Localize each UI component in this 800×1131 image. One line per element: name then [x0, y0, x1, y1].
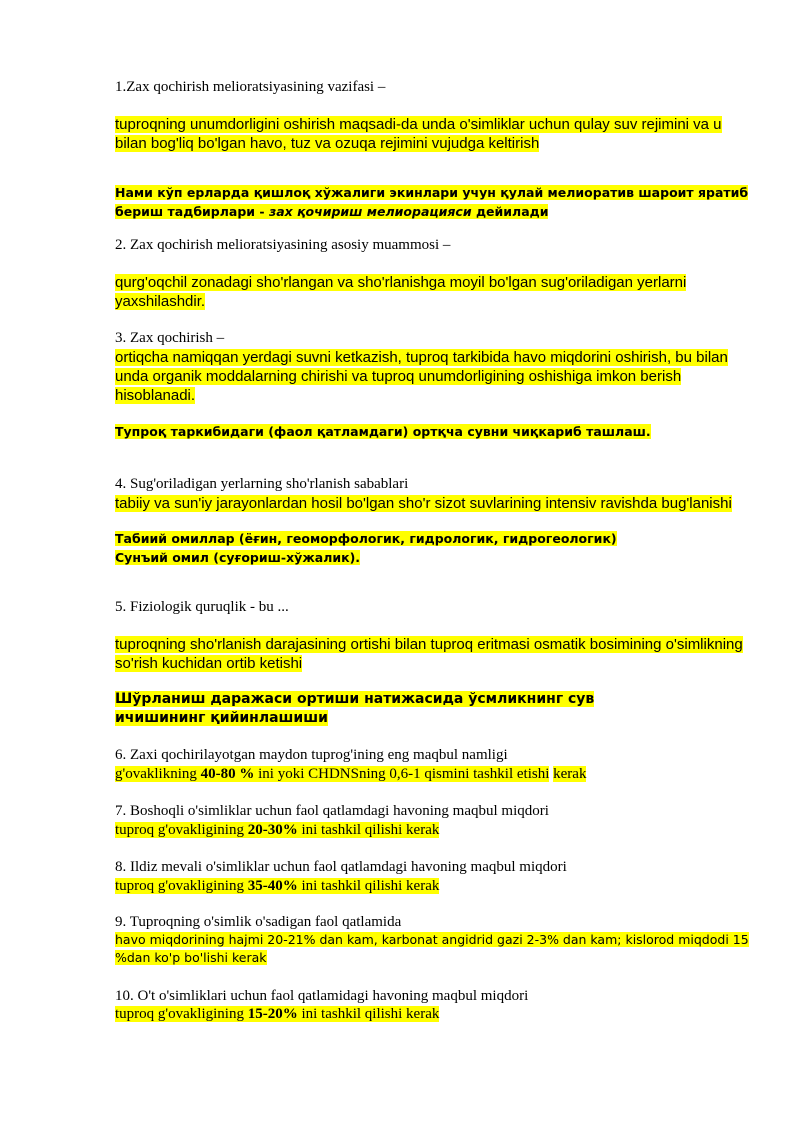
answer-text-post: ini tashkil qilishi kerak — [297, 878, 440, 894]
answer-text: havo miqdorining hajmi 20-21% dan kam, karbonat angidrid gazi 2-3% dan kam; kislorod miqdodi 15 %dan ko'p bo'lishi kerak — [115, 932, 749, 965]
question-6 — [115, 746, 755, 765]
answer-9 — [115, 931, 755, 967]
answer-8 — [115, 877, 755, 896]
question-8 — [115, 858, 755, 877]
answer-text-tail: kerak — [553, 766, 587, 782]
question-2 — [115, 236, 755, 255]
question-text: 4. Sug'oriladigan yerlarning sho'rlanish sabablari — [115, 476, 409, 492]
answer-text-pre: g'ovaklikning — [115, 766, 201, 782]
question-text: 9. Tuproqning o'simlik o'sadigan faol qatlamida — [115, 914, 402, 930]
note-text-1: Табиий омиллар (ёғин, геоморфологик, гидрологик, гидрогеологик) — [115, 531, 617, 546]
question-text: 3. Zax qochirish – — [115, 330, 225, 346]
answer-text: tuproqning sho'rlanish darajasining ortishi bilan tuproq eritmasi osmatik bosimining o'simlikning so'rish kuchidan ortib ketishi — [115, 636, 743, 672]
question-text: 7. Boshoqli o'simliklar uchun faol qatlamdagi havoning maqbul miqdori — [115, 803, 549, 819]
question-7 — [115, 802, 755, 821]
answer-1 — [115, 115, 755, 153]
answer-4 — [115, 494, 755, 513]
answer-text-pre: tuproq g'ovakligining — [115, 878, 248, 894]
note-text-3: дейилади — [471, 204, 549, 219]
note-text: Тупроқ таркибидаги (фаол қатламдаги) ортқча сувни чиқкариб ташлаш. — [115, 424, 651, 439]
answer-value: 40-80 % — [200, 766, 255, 782]
answer-text: tabiiy va sun'iy jarayonlardan hosil bo'lgan sho'r sizot suvlarining intensiv ravishda bug'lanishi — [115, 495, 732, 512]
answer-6 — [115, 765, 755, 784]
question-text: 2. Zax qochirish melioratsiyasining asosiy muammosi – — [115, 237, 451, 253]
answer-3 — [115, 348, 755, 405]
answer-10 — [115, 1005, 755, 1024]
answer-text: qurg'oqchil zonadagi sho'rlangan va sho'rlanishga moyil bo'lgan sug'oriladigan yerlarni yaxshilashdir. — [115, 274, 687, 310]
answer-value: 20-30% — [247, 822, 298, 838]
note-text: Шўрланиш даражаси ортиши натижасида ўсмликнинг сув ичишининг қийинлашиши — [115, 691, 595, 726]
question-3 — [115, 329, 755, 348]
answer-text-pre: tuproq g'ovakligining — [115, 1006, 248, 1022]
answer-value: 15-20% — [247, 1006, 298, 1022]
answer-text-post: ini yoki CHDNSning 0,6-1 qismini tashkil etishi — [254, 766, 550, 782]
question-9 — [115, 913, 755, 932]
note-text-1: Нами кўп ерларда қишлоқ хўжалиги экинлари учун қулай мелиоратив шароит яратиб бериш тадбирлари - — [115, 185, 749, 219]
question-10 — [115, 987, 755, 1006]
question-text: 10. O't o'simliklari uchun faol qatlamidagi havoning maqbul miqdori — [115, 988, 529, 1004]
answer-value: 35-40% — [247, 878, 298, 894]
answer-text-pre: tuproq g'ovakligining — [115, 822, 248, 838]
question-5 — [115, 598, 755, 617]
question-text: 5. Fiziologik quruqlik - bu ... — [115, 599, 289, 615]
question-text: 6. Zaxi qochirilayotgan maydon tuprog'ining eng maqbul namligi — [115, 747, 508, 763]
note-3 — [115, 422, 755, 441]
answer-text-post: ini tashkil qilishi kerak — [297, 822, 440, 838]
question-1 — [115, 78, 755, 97]
answer-text: ortiqcha namiqqan yerdagi suvni ketkazish, tuproq tarkibida havo miqdorini oshirish, bu bilan unda organik moddalarning chirishi va tuproq unumdorligining oshishiga imkon berish hisoblanadi. — [115, 349, 728, 404]
note-text-2: Сунъий омил (суғориш-хўжалик). — [115, 550, 361, 565]
question-4 — [115, 475, 755, 494]
question-text: 8. Ildiz mevali o'simliklar uchun faol qatlamdagi havoning maqbul miqdori — [115, 859, 567, 875]
note-5 — [115, 690, 755, 728]
answer-7 — [115, 821, 755, 840]
question-text: 1.Zax qochirish melioratsiyasining vazifasi – — [115, 79, 386, 95]
note-4 — [115, 529, 755, 567]
answer-5 — [115, 635, 755, 673]
answer-text-post: ini tashkil qilishi kerak — [297, 1006, 440, 1022]
answer-2 — [115, 273, 755, 311]
note-1 — [115, 183, 755, 221]
note-text-2: зах қочириш мелиорацияси — [268, 204, 472, 219]
answer-text: tuproqning unumdorligini oshirish maqsadi-da unda o'simliklar uchun qulay suv rejimini va u bilan bog'liq bo'lgan havo, tuz va ozuqa rejimini vujudga keltirish — [115, 116, 722, 152]
